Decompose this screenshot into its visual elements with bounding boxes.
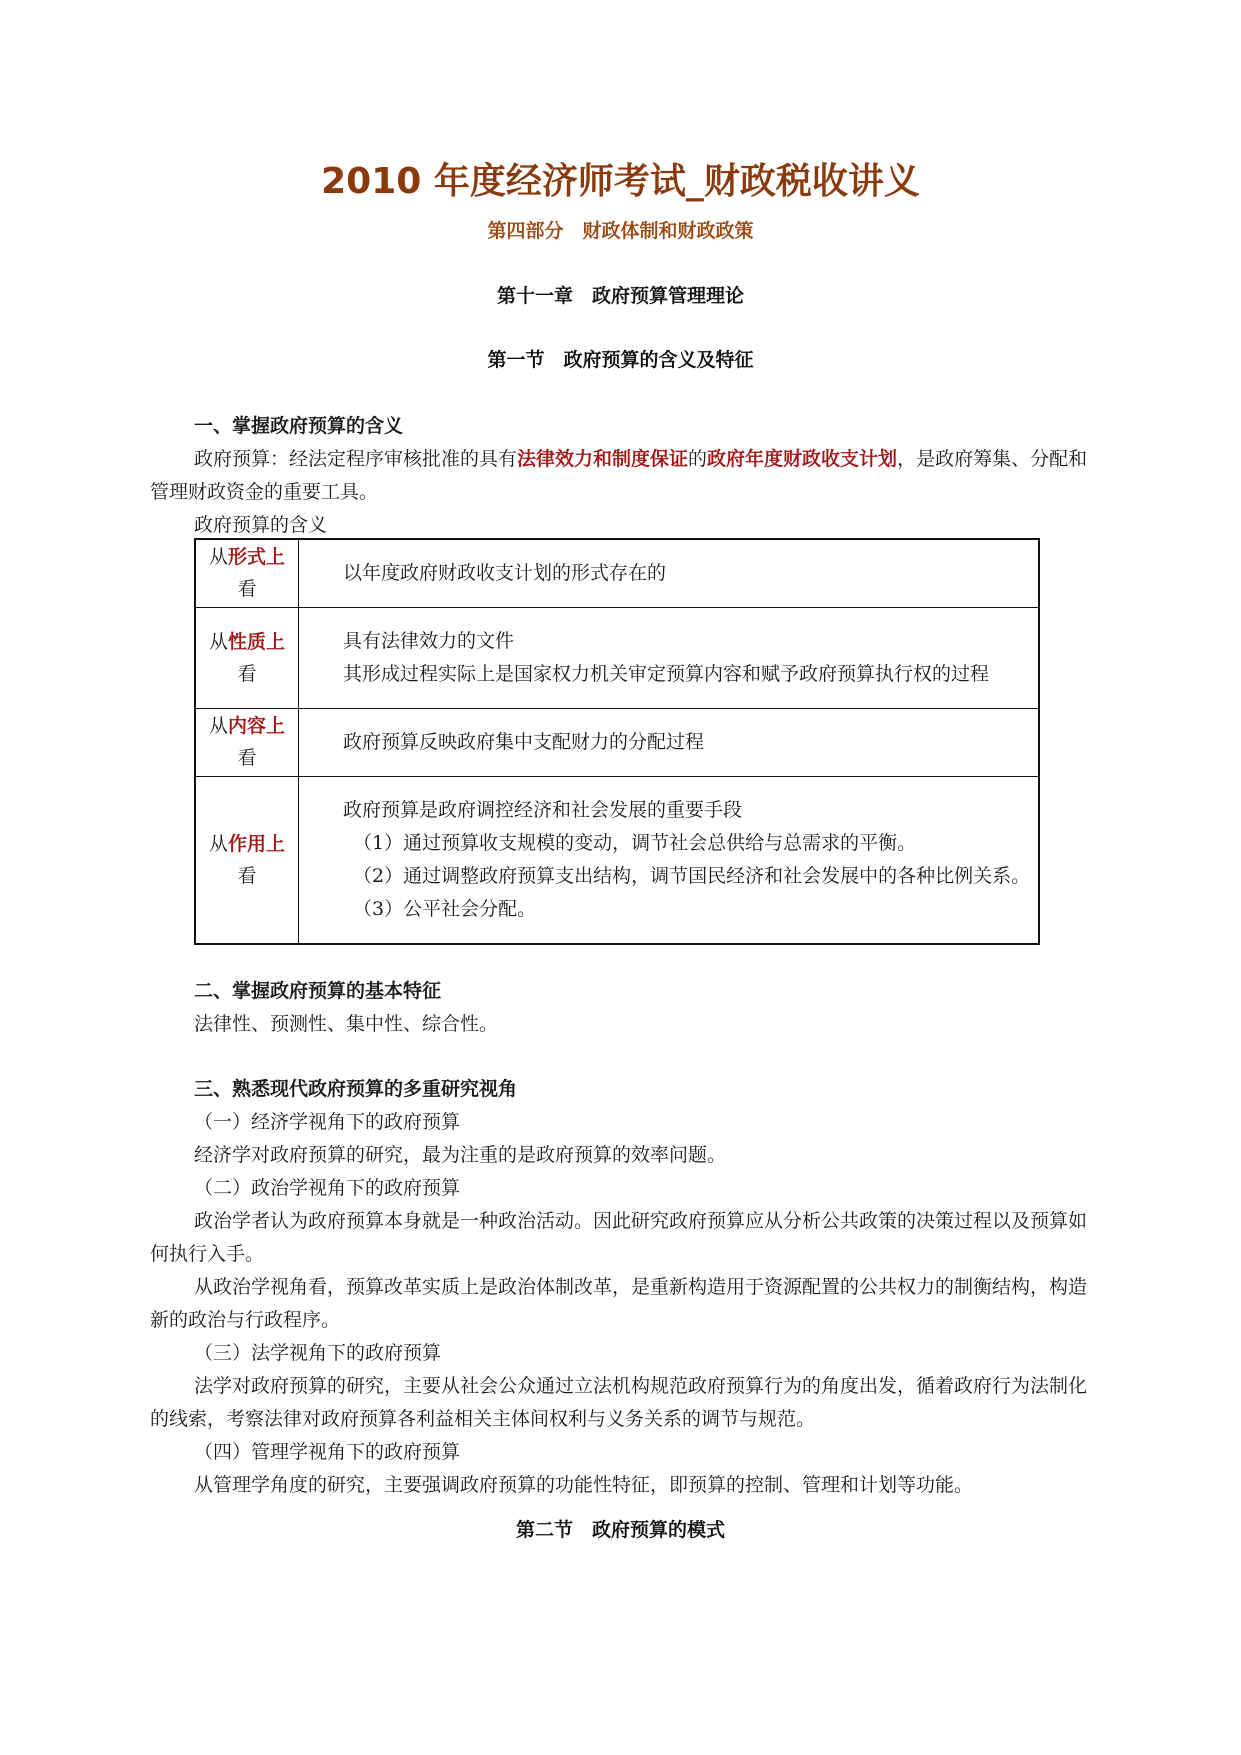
def-highlight-2: 政府年度财政收支计划 (707, 448, 898, 470)
part3-item: （四）管理学视角下的政府预算 (194, 1441, 461, 1463)
def-text-1: 政府预算：经法定程序审核批准的具有 (194, 448, 518, 470)
row-content: 政府预算反映政府集中支配财力的分配过程 (299, 708, 1040, 776)
row-label: 从形式上 看 (195, 539, 299, 607)
section-heading-1: 第一节 政府预算的含义及特征 (487, 349, 754, 371)
part1-heading: 一、掌握政府预算的含义 (194, 415, 404, 437)
def-text-2: 的 (688, 448, 708, 470)
row-label: 从内容上 看 (195, 708, 299, 776)
part2-block (150, 975, 1090, 1041)
row-content: 以年度政府财政收支计划的形式存在的 (299, 539, 1040, 607)
table-row (195, 776, 1039, 944)
table-row (195, 539, 1039, 607)
part3-item: 从政治学视角看，预算改革实质上是政治体制改革，是重新构造用于资源配置的公共权力的制衡结构，构造新的政治与行政程序。 (150, 1276, 1088, 1331)
part3-item: 法学对政府预算的研究，主要从社会公众通过立法机构规范政府预算行为的角度出发，循着政府行为法制化的线索，考察法律对政府预算各利益相关主体间权利与义务关系的调节与规范。 (150, 1375, 1088, 1430)
part3-item: （三）法学视角下的政府预算 (194, 1342, 442, 1364)
part2-text: 法律性、预测性、集中性、综合性。 (194, 1013, 499, 1035)
definition-paragraph (150, 443, 1090, 509)
part2-heading: 二、掌握政府预算的基本特征 (194, 980, 442, 1002)
meaning-table (194, 538, 1040, 945)
part1-block (150, 410, 1090, 542)
part3-item: 从管理学角度的研究，主要强调政府预算的功能性特征，即预算的控制、管理和计划等功能。 (194, 1474, 974, 1496)
table-row (195, 607, 1039, 708)
part-subtitle: 第四部分 财政体制和财政政策 (487, 220, 754, 242)
section-heading-2: 第二节 政府预算的模式 (515, 1519, 725, 1541)
row-label: 从性质上 看 (195, 607, 299, 708)
row-label: 从作用上 看 (195, 776, 299, 944)
row-content: 具有法律效力的文件 其形成过程实际上是国家权力机关审定预算内容和赋予政府预算执行权的过程 (299, 607, 1040, 708)
part3-heading: 三、熟悉现代政府预算的多重研究视角 (194, 1078, 518, 1100)
part3-item: 经济学对政府预算的研究，最为注重的是政府预算的效率问题。 (194, 1144, 727, 1166)
part3-item: 政治学者认为政府预算本身就是一种政治活动。因此研究政府预算应从分析公共政策的决策过程以及预算如何执行入手。 (150, 1210, 1088, 1265)
part3-block (150, 1073, 1090, 1502)
def-text-3: ，是政府筹集、分配和管理财政资金的重要工具。 (150, 448, 1088, 503)
def-highlight-1: 法律效力和制度保证 (517, 448, 689, 470)
part3-item: （二）政治学视角下的政府预算 (194, 1177, 461, 1199)
part3-item: （一）经济学视角下的政府预算 (194, 1111, 461, 1133)
document-title: 2010 年度经济师考试_财政税收讲义 (321, 161, 920, 202)
chapter-heading: 第十一章 政府预算管理理论 (496, 285, 744, 307)
row-content: 政府预算是政府调控经济和社会发展的重要手段 （1）通过预算收支规模的变动，调节社会总供给与总需求的平衡。 （2）通过调整政府预算支出结构，调节国民经济和社会发展中的各种比例关系。 （3）公平社会分配。 (299, 776, 1040, 944)
table-row (195, 708, 1039, 776)
table-caption: 政府预算的含义 (194, 514, 328, 536)
